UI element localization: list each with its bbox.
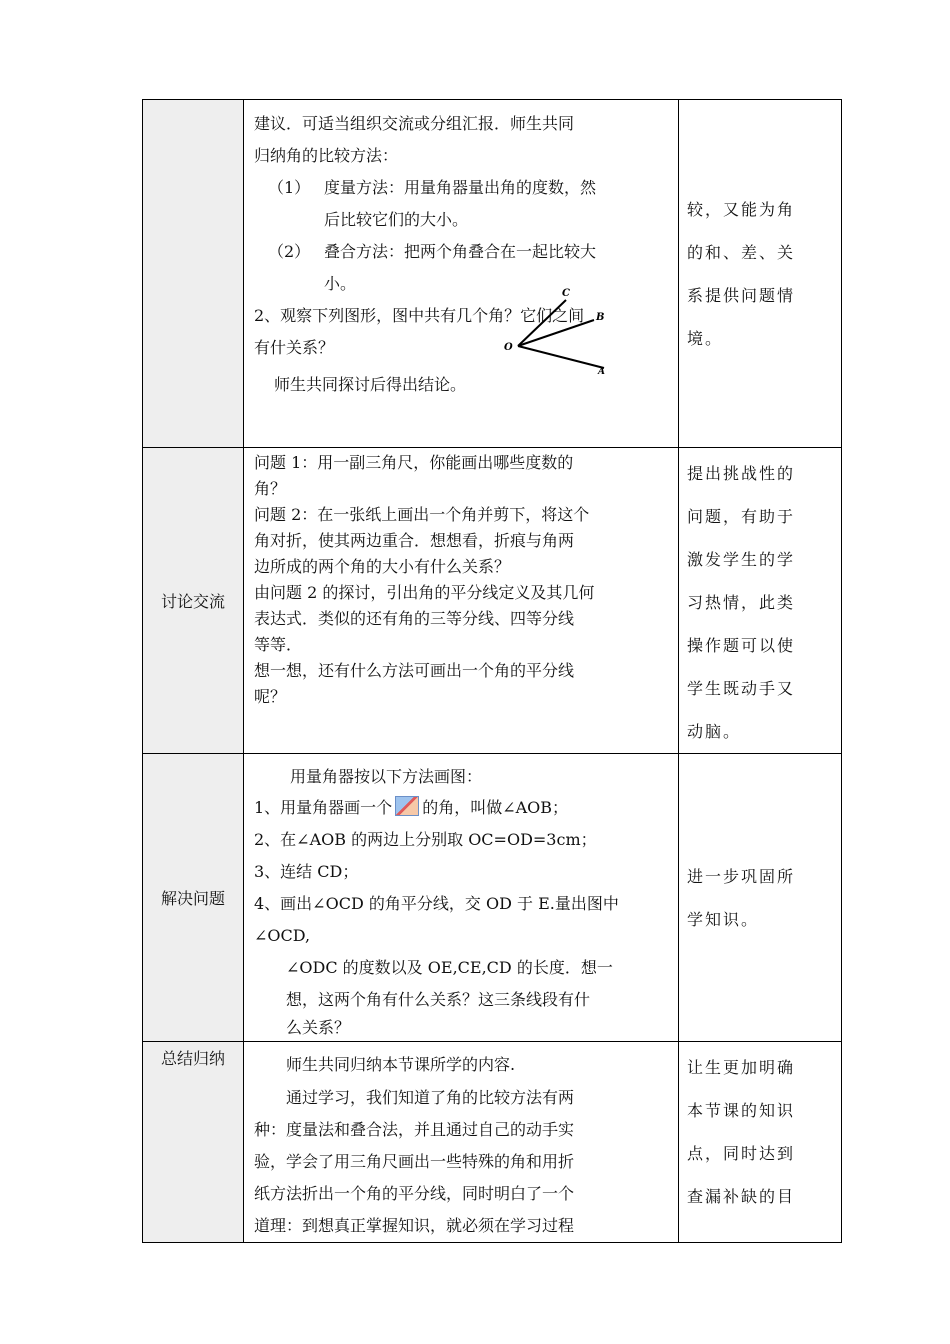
stage-label: 解决问题 (160, 889, 225, 908)
conclusion-text: 师生共同探讨后得出结论。 (274, 375, 467, 394)
intent-line: 操作题可以使 (687, 636, 796, 655)
text-line: 4、画出∠OCD 的角平分线，交 OD 于 E.量出图中 (254, 894, 619, 913)
item-text: 度量方法：用量角器量出角的度数，然 (324, 178, 597, 197)
stage-label: 总结归纳 (160, 1049, 225, 1068)
text-line: 1、用量角器画一个 的角，叫做∠AOB； (254, 798, 569, 817)
text-line: 想一想，还有什么方法可画出一个角的平分线 (254, 661, 575, 680)
item-number: （2） (268, 242, 311, 261)
process-cell (244, 448, 679, 754)
text-line: 2、观察下列图形，图中共有几个角？它们之间 (254, 306, 585, 325)
process-cell (244, 100, 679, 448)
text-line: 2、在∠AOB 的两边上分别取 OC=OD=3cm； (254, 830, 597, 849)
intent-cell (679, 754, 842, 1042)
stage-cell (143, 448, 244, 754)
item-text: 小。 (324, 274, 357, 293)
text-line: 用量角器按以下方法画图： (290, 767, 483, 786)
text-line: 道理：到想真正掌握知识，就必须在学习过程 (254, 1216, 575, 1235)
item-text: 后比较它们的大小。 (324, 210, 469, 229)
stage-cell (143, 754, 244, 1042)
intent-line: 动脑。 (687, 722, 742, 741)
stage-cell (143, 100, 244, 448)
process-cell (244, 1042, 679, 1243)
list-item (254, 236, 672, 300)
text-line: 3、连结 CD； (254, 862, 359, 881)
intent-line: 本节课的知识 (687, 1101, 796, 1120)
text-line: 问题 2：在一张纸上画出一个角并剪下，将这个 (254, 505, 590, 524)
text-line: 种：度量法和叠合法，并且通过自己的动手实 (254, 1120, 575, 1139)
text-line: 想，这两个角有什么关系？这三条线段有什 (286, 990, 591, 1009)
text-line: 通过学习，我们知道了角的比较方法有两 (286, 1088, 575, 1107)
label-c: C (562, 288, 570, 299)
text-line: ∠OCD, (254, 926, 311, 945)
table-row (143, 754, 842, 1042)
text-line: 角？ (254, 479, 287, 498)
table-row (143, 1042, 842, 1243)
stage-label: 讨论交流 (160, 592, 225, 611)
text-line: 纸方法折出一个角的平分线，同时明白了一个 (254, 1184, 575, 1203)
intent-line: 习热情，此类 (687, 593, 796, 612)
label-a: A (598, 367, 605, 374)
lesson-plan-table (142, 99, 842, 1243)
label-b: B (596, 312, 605, 323)
text-line: 表达式．类似的还有角的三等分线、四等分线 (254, 609, 575, 628)
item-number: （1） (268, 178, 311, 197)
intent-line: 问题，有助于 (687, 507, 796, 526)
text-line: 有什关系？ (254, 338, 335, 357)
ray-oa (518, 346, 604, 368)
text-line: ∠ODC 的度数以及 OE,CE,CD 的长度．想一 (286, 958, 613, 977)
angle-diagram (498, 286, 608, 374)
intent-line: 提出挑战性的 (687, 464, 796, 483)
stage-cell (143, 1042, 244, 1243)
table-row (143, 100, 842, 448)
intent-cell (679, 448, 842, 754)
intent-line: 系提供问题情 (687, 285, 796, 305)
intent-cell (679, 100, 842, 448)
intent-line: 学知识。 (687, 909, 760, 929)
text-line: 验，学会了用三角尺画出一些特殊的角和用折 (254, 1152, 575, 1171)
intent-line: 境。 (687, 328, 724, 348)
text-line: 归纳角的比较方法： (254, 146, 399, 165)
intent-line: 进一步巩固所 (687, 866, 796, 886)
intent-line: 查漏补缺的目 (687, 1187, 796, 1206)
ray-oc (518, 300, 566, 346)
intent-line: 点，同时达到 (687, 1144, 796, 1163)
text-line: 师生共同归纳本节课所学的内容. (286, 1055, 516, 1074)
ray-ob (518, 320, 594, 346)
intent-line: 学生既动手又 (687, 679, 796, 698)
text-line: 等等． (254, 635, 303, 654)
text-line: 么关系？ (286, 1018, 351, 1037)
text-line: 建议．可适当组织交流或分组汇报．师生共同 (254, 114, 575, 133)
text-line: 角对折，使其两边重合．想想看，折痕与角两 (254, 531, 575, 550)
angle-image-icon (395, 796, 419, 816)
intent-line: 让生更加明确 (687, 1058, 796, 1077)
intent-line: 的和、差、关 (687, 242, 796, 262)
process-cell (244, 754, 679, 1042)
text-line: 问题 1：用一副三角尺，你能画出哪些度数的 (254, 453, 574, 472)
intent-line: 激发学生的学 (687, 550, 796, 569)
item-text: 叠合方法：把两个角叠合在一起比较大 (324, 242, 597, 261)
text-line: 边所成的两个角的大小有什么关系？ (254, 557, 511, 576)
intent-cell (679, 1042, 842, 1243)
text-line: 由问题 2 的探讨，引出角的平分线定义及其几何 (254, 583, 595, 602)
list-item (254, 172, 672, 236)
label-o: O (504, 342, 513, 353)
intent-line: 较，又能为角 (687, 199, 796, 219)
text-line: 呢？ (254, 687, 287, 706)
table-row (143, 448, 842, 754)
